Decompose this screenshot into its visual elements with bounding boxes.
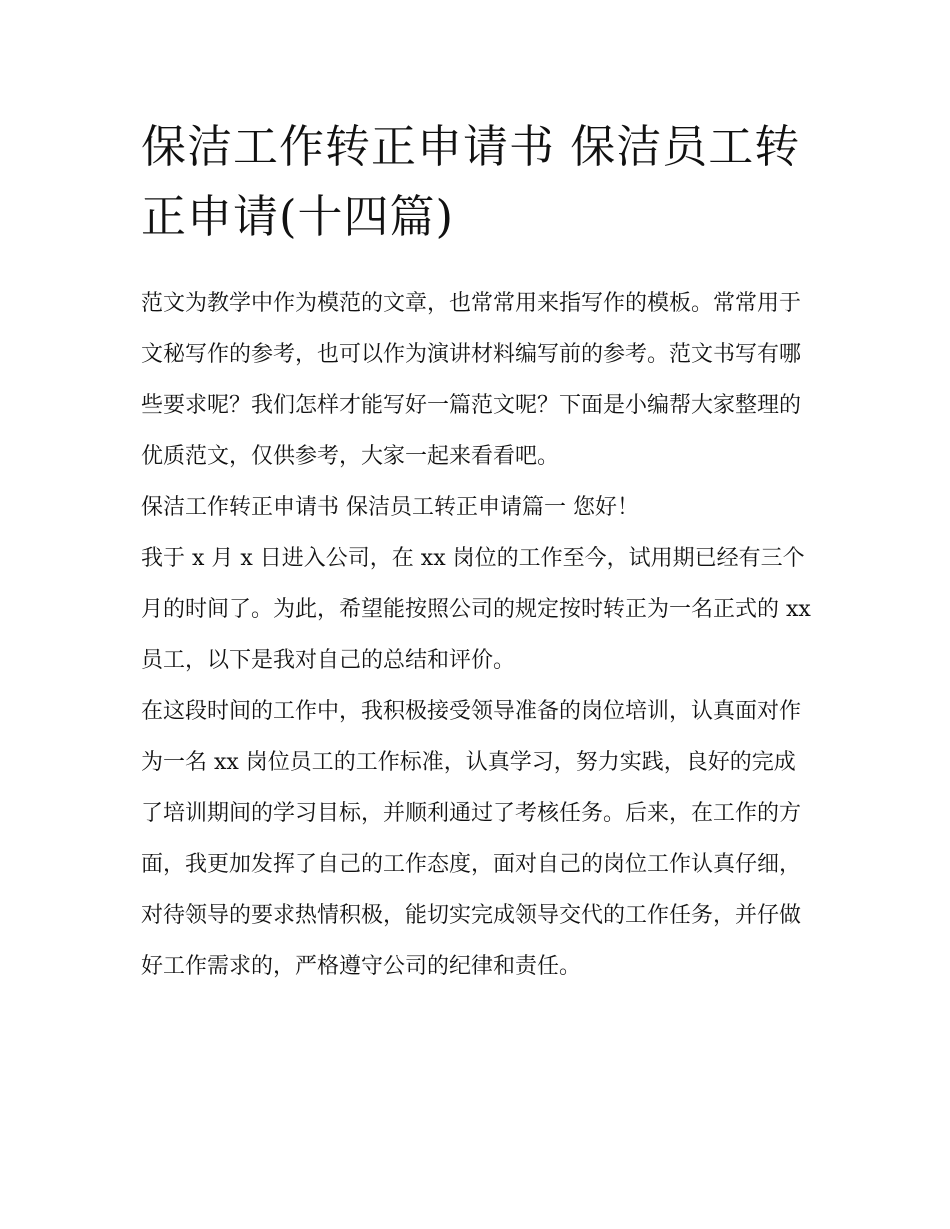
section-heading-paragraph: 保洁工作转正申请书 保洁员工转正申请篇一 您好！ [141,495,639,520]
intro-paragraph: 范文为教学中作为模范的文章，也常常用来指写作的模板。常常用于文秘写作的参考，也可以作为演讲材料编写前的参考。范文书写有哪些要求呢？我们怎样才能写好一篇范文呢？下面是小编帮大家整理的优质范文，仅供参考，大家一起来看看吧。 [141,291,802,469]
body-paragraph-1: 我于 x 月 x 日进入公司，在 xx 岗位的工作至今，试用期已经有三个月的时间了。为此，希望能按照公司的规定按时转正为一名正式的 xx 员工，以下是我对自己的总结和评价。 [141,546,811,673]
document-body [141,278,811,992]
document-title: 保洁工作转正申请书 保洁员工转正申请(十四篇) [141,120,801,243]
body-paragraph-2: 在这段时间的工作中，我积极接受领导准备的岗位培训，认真面对作为一名 xx 岗位员工的工作标准，认真学习，努力实践，良好的完成了培训期间的学习目标，并顺利通过了考核任务。后来，在工作的方面，我更加发挥了自己的工作态度，面对自己的岗位工作认真仔细，对待领导的要求热情积极，能切实完成领导交代的工作任务，并仔做好工作需求的，严格遵守公司的纪律和责任。 [141,699,802,979]
